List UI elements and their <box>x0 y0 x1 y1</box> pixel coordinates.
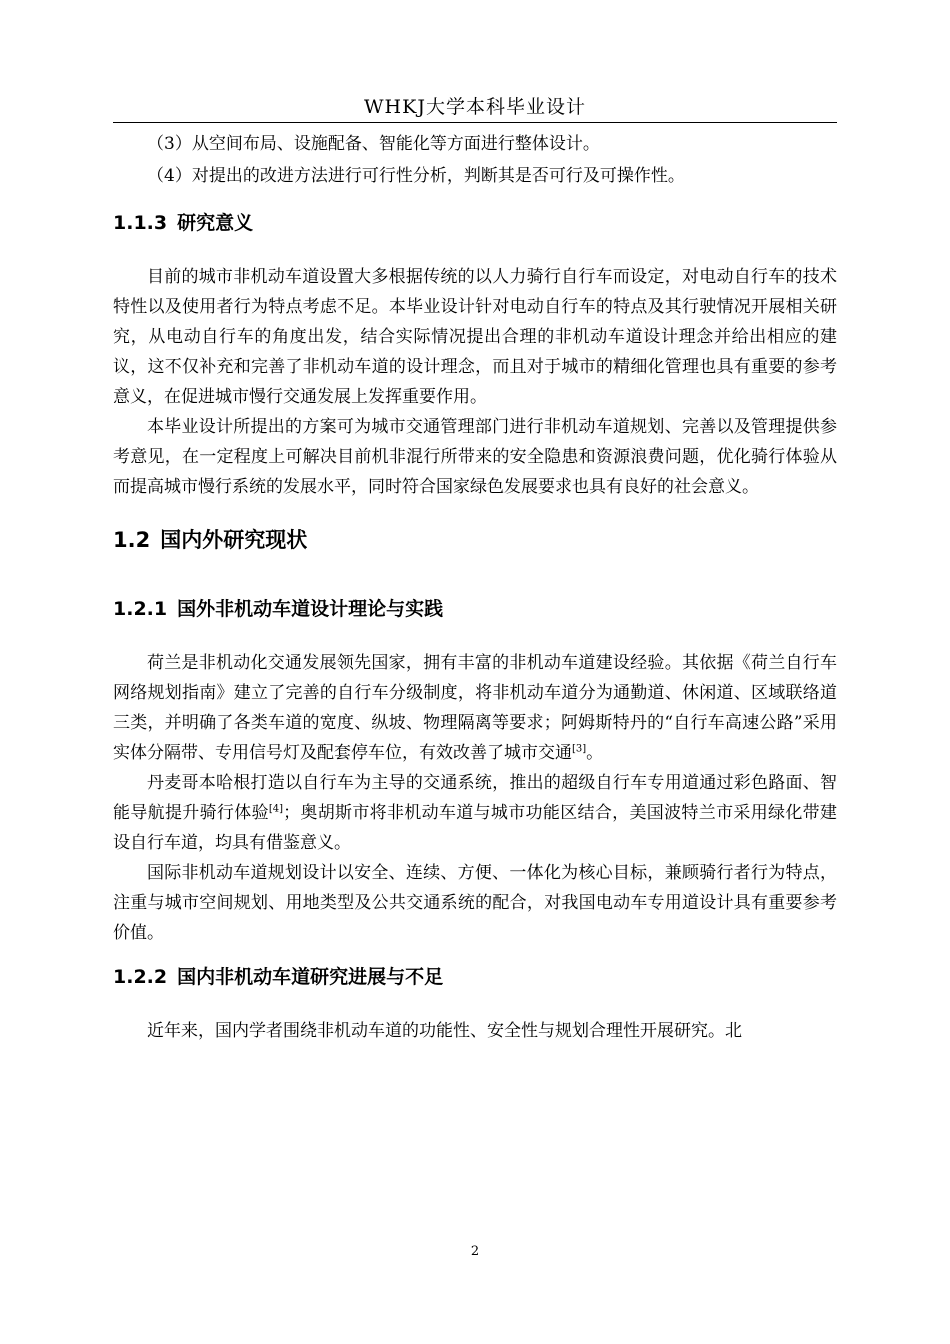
section-number: 1.2.1 <box>113 598 168 620</box>
citation: [4] <box>268 803 284 815</box>
list-item: （3）从空间布局、设施配备、智能化等方面进行整体设计。 <box>147 134 600 154</box>
page-content <box>113 128 837 1046</box>
paragraph-text: 丹麦哥本哈根打造以自行车为主导的交通系统，推出的超级自行车专用道通过彩色路面、智能导航提升骑行体验 <box>113 773 837 823</box>
citation: [3] <box>572 743 587 755</box>
paragraph: 本毕业设计所提出的方案可为城市交通管理部门进行非机动车道规划、完善以及管理提供参考意见，在一定程度上可解决目前机非混行所带来的安全隐患和资源浪费问题，优化骑行体验从而提高城市慢行系统的发展水平，同时符合国家绿色发展要求也具有良好的社会意义。 <box>113 417 837 497</box>
section-title: 研究意义 <box>177 212 254 234</box>
section-number: 1.2.2 <box>113 966 168 988</box>
page-header: WHKJ大学本科毕业设计 <box>113 92 837 123</box>
section-number: 1.2 <box>113 528 151 552</box>
section-title: 国内外研究现状 <box>160 528 308 552</box>
page-number: 2 <box>470 1244 480 1259</box>
paragraph: 近年来，国内学者围绕非机动车道的功能性、安全性与规划合理性开展研究。北 <box>147 1021 742 1041</box>
section-heading-1-1-3 <box>113 208 837 238</box>
paragraph-text: 荷兰是非机动化交通发展领先国家，拥有丰富的非机动车道建设经验。其依据《荷兰自行车网络规划指南》建立了完善的自行车分级制度，将非机动车道分为通勤道、休闲道、区域联络道三类，并明确了各类车道的宽度、纵坡、物理隔离等要求；阿姆斯特丹的“自行车高速公路”采用实体分隔带、专用信号灯及配套停车位，有效改善了城市交通 <box>113 653 837 763</box>
list-item: （4）对提出的改进方法进行可行性分析，判断其是否可行及可操作性。 <box>147 166 685 186</box>
paragraph-text: 。 <box>586 743 604 763</box>
paragraph <box>113 768 837 858</box>
paragraph <box>113 648 837 768</box>
section-title: 国内非机动车道研究进展与不足 <box>177 966 444 988</box>
paragraph-text: ；奥胡斯市将非机动车道与城市功能区结合，美国波特兰市采用绿化带建设自行车道，均具有借鉴意义。 <box>113 803 838 853</box>
section-heading-1-2-1 <box>113 594 837 624</box>
paragraph: 国际非机动车道规划设计以安全、连续、方便、一体化为核心目标，兼顾骑行者行为特点，注重与城市空间规划、用地类型及公共交通系统的配合，对我国电动车专用道设计具有重要参考价值。 <box>113 863 837 943</box>
section-heading-1-2 <box>113 524 837 556</box>
section-number: 1.1.3 <box>113 212 168 234</box>
paragraph: 目前的城市非机动车道设置大多根据传统的以人力骑行自行车而设定，对电动自行车的技术特性以及使用者行为特点考虑不足。本毕业设计针对电动自行车的特点及其行驶情况开展相关研究，从电动自行车的角度出发，结合实际情况提出合理的非机动车道设计理念并给出相应的建议，这不仅补充和完善了非机动车道的设计理念，而且对于城市的精细化管理也具有重要的参考意义，在促进城市慢行交通发展上发挥重要作用。 <box>113 267 837 407</box>
section-title: 国外非机动车道设计理论与实践 <box>177 598 444 620</box>
section-heading-1-2-2 <box>113 962 837 992</box>
